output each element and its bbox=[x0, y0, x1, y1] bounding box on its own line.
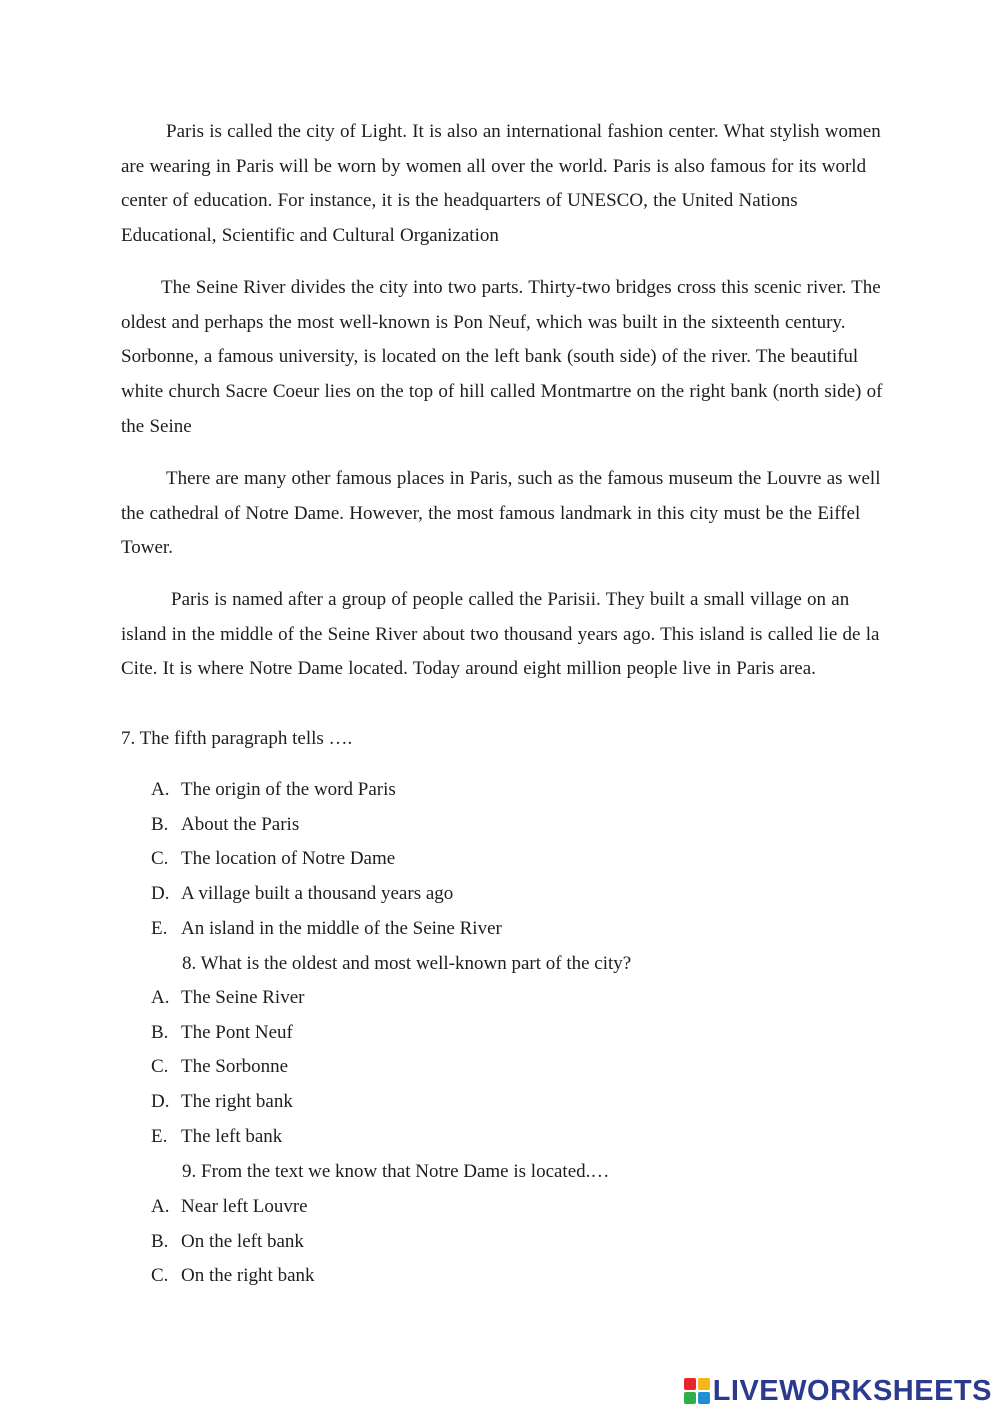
question-8-text: 8. What is the oldest and most well-known part of the city? bbox=[182, 953, 632, 974]
question-8-option-d[interactable] bbox=[151, 1085, 304, 1120]
logo-square-red bbox=[684, 1378, 696, 1390]
option-text: The Sorbonne bbox=[181, 1056, 289, 1078]
passage-paragraph-4: Paris is named after a group of people called the Parisii. They built a small village on an island in the middle of the Seine River about two thousand years ago. This island is called lie de la Cite. It is where Notre Dame located. Today around eight million people live in Paris area. bbox=[121, 589, 880, 680]
option-letter: C. bbox=[151, 1056, 169, 1078]
question-7-option-b[interactable] bbox=[151, 808, 502, 843]
option-letter: A. bbox=[151, 779, 170, 800]
logo-square-blue bbox=[698, 1392, 710, 1404]
option-text: The location of Notre Dame bbox=[181, 848, 396, 870]
option-text: The Seine River bbox=[181, 987, 305, 1008]
option-letter: C. bbox=[151, 848, 169, 870]
question-9-option-c[interactable] bbox=[151, 1259, 315, 1294]
liveworksheets-brand[interactable] bbox=[684, 1374, 992, 1408]
option-letter: B. bbox=[151, 813, 169, 835]
question-9-text: 9. From the text we know that Notre Dame is located.… bbox=[182, 1161, 610, 1182]
question-7-text: 7. The fifth paragraph tells …. bbox=[121, 728, 353, 749]
passage-paragraph-3: There are many other famous places in Paris, such as the famous museum the Louvre as well the cathedral of Notre Dame. However, the most famous landmark in this city must be the Eiffel Tower. bbox=[121, 468, 881, 559]
question-8-option-c[interactable] bbox=[151, 1050, 304, 1085]
option-letter: A. bbox=[151, 1196, 170, 1217]
option-letter: A. bbox=[151, 987, 170, 1008]
question-8-option-b[interactable] bbox=[151, 1016, 304, 1051]
logo-square-yellow bbox=[698, 1378, 710, 1390]
option-text: The Pont Neuf bbox=[181, 1021, 293, 1043]
option-letter: D. bbox=[151, 883, 170, 905]
question-9-option-a[interactable] bbox=[151, 1190, 315, 1225]
option-letter: B. bbox=[151, 1230, 169, 1252]
option-text: The origin of the word Paris bbox=[181, 779, 396, 800]
passage-paragraph-1: Paris is called the city of Light. It is also an international fashion center. What stylish women are wearing in Paris will be worn by women all over the world. Paris is also famous for its world center of education. For instance, it is the headquarters of UNESCO, the United Nations Educational, Scientific and Cultural Organization bbox=[121, 121, 881, 247]
option-letter: D. bbox=[151, 1091, 170, 1113]
option-text: On the right bank bbox=[181, 1265, 315, 1287]
option-letter: E. bbox=[151, 917, 168, 939]
question-7-option-d[interactable] bbox=[151, 877, 502, 912]
option-text: On the left bank bbox=[181, 1230, 304, 1252]
question-8-options bbox=[151, 981, 304, 1154]
option-letter: E. bbox=[151, 1125, 168, 1147]
brand-name: LIVEWORKSHEETS bbox=[712, 1375, 992, 1407]
liveworksheets-logo-icon bbox=[684, 1378, 710, 1404]
question-7-option-e[interactable] bbox=[151, 912, 502, 947]
logo-square-green bbox=[684, 1392, 696, 1404]
question-9-options bbox=[151, 1190, 315, 1294]
question-7-option-c[interactable] bbox=[151, 842, 502, 877]
option-text: A village built a thousand years ago bbox=[181, 883, 454, 905]
option-text: An island in the middle of the Seine River bbox=[181, 917, 502, 939]
option-letter: C. bbox=[151, 1265, 169, 1287]
question-8-option-e[interactable] bbox=[151, 1120, 304, 1155]
option-text: Near left Louvre bbox=[181, 1196, 308, 1217]
option-letter: B. bbox=[151, 1021, 169, 1043]
option-text: The left bank bbox=[181, 1125, 283, 1147]
question-7-option-a[interactable] bbox=[151, 773, 502, 808]
option-text: About the Paris bbox=[181, 813, 300, 835]
option-text: The right bank bbox=[181, 1091, 293, 1113]
passage-paragraph-2: The Seine River divides the city into two parts. Thirty-two bridges cross this scenic river. The oldest and perhaps the most well-known is Pon Neuf, which was built in the sixteenth century. Sorbonne, a famous university, is located on the left bank (south side) of the river. The beautiful white church Sacre Coeur lies on the top of hill called Montmartre on the right bank (north side) of the Seine bbox=[121, 277, 883, 437]
question-8-option-a[interactable] bbox=[151, 981, 304, 1016]
question-9-option-b[interactable] bbox=[151, 1225, 315, 1260]
question-7-options bbox=[151, 773, 502, 946]
